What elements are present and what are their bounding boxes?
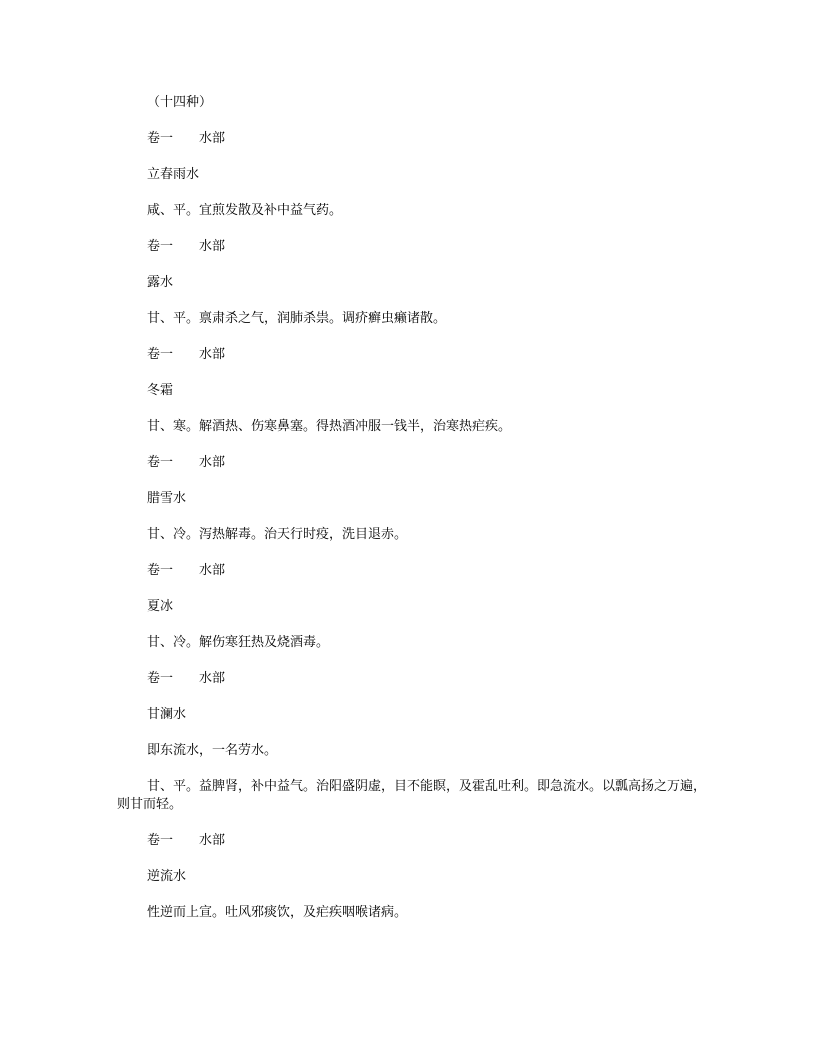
section-count-label: （十四种） bbox=[147, 95, 213, 110]
entry-body-paragraph: 性逆而上宣。吐风邪痰饮，及疟疾咽喉诸病。 bbox=[147, 905, 408, 920]
entry-section bbox=[117, 454, 717, 544]
part-label: 水部 bbox=[199, 671, 226, 686]
part-label: 水部 bbox=[199, 131, 226, 146]
entry-title: 腊雪水 bbox=[147, 491, 187, 506]
entry-body-paragraph: 即东流水，一名劳水。 bbox=[147, 743, 278, 758]
volume-label: 卷一 bbox=[147, 347, 174, 362]
entry-section bbox=[117, 562, 717, 652]
volume-label: 卷一 bbox=[147, 671, 174, 686]
entry-section bbox=[117, 238, 717, 328]
document-page bbox=[117, 94, 717, 940]
volume-label: 卷一 bbox=[147, 239, 174, 254]
entry-body-paragraph: 咸、平。宜煎发散及补中益气药。 bbox=[147, 203, 343, 218]
part-label: 水部 bbox=[199, 563, 226, 578]
volume-header bbox=[117, 454, 717, 472]
volume-header bbox=[117, 562, 717, 580]
volume-label: 卷一 bbox=[147, 563, 174, 578]
entry-title: 逆流水 bbox=[147, 869, 187, 884]
entry-title: 冬霜 bbox=[147, 383, 174, 398]
part-label: 水部 bbox=[199, 239, 226, 254]
part-label: 水部 bbox=[199, 455, 226, 470]
volume-header bbox=[117, 670, 717, 688]
entry-title: 立春雨水 bbox=[147, 167, 200, 182]
entry-title: 露水 bbox=[147, 275, 174, 290]
volume-header bbox=[117, 832, 717, 850]
entry-body-paragraph: 甘、冷。解伤寒狂热及烧酒毒。 bbox=[147, 635, 330, 650]
sections-container bbox=[117, 130, 717, 922]
volume-label: 卷一 bbox=[147, 131, 174, 146]
entry-title: 甘澜水 bbox=[147, 707, 187, 722]
part-label: 水部 bbox=[199, 833, 226, 848]
entry-body-paragraph: 甘、平。禀肃杀之气，润肺杀祟。调疥癣虫癞诸散。 bbox=[147, 311, 447, 326]
volume-label: 卷一 bbox=[147, 455, 174, 470]
entry-body-paragraph: 甘、寒。解酒热、伤寒鼻塞。得热酒冲服一钱半，治寒热疟疾。 bbox=[147, 419, 512, 434]
entry-body-paragraph: 甘、平。益脾肾，补中益气。治阳盛阴虚，目不能瞑，及霍乱吐利。即急流水。以瓢高扬之万遍，则甘而轻。 bbox=[117, 779, 707, 812]
volume-header bbox=[117, 130, 717, 148]
entry-section bbox=[117, 670, 717, 814]
entry-body-paragraph: 甘、冷。泻热解毒。治天行时疫，洗目退赤。 bbox=[147, 527, 408, 542]
entry-section bbox=[117, 832, 717, 922]
volume-header bbox=[117, 346, 717, 364]
entry-section bbox=[117, 130, 717, 220]
volume-header bbox=[117, 238, 717, 256]
volume-label: 卷一 bbox=[147, 833, 174, 848]
entry-title: 夏冰 bbox=[147, 599, 174, 614]
entry-section bbox=[117, 346, 717, 436]
part-label: 水部 bbox=[199, 347, 226, 362]
